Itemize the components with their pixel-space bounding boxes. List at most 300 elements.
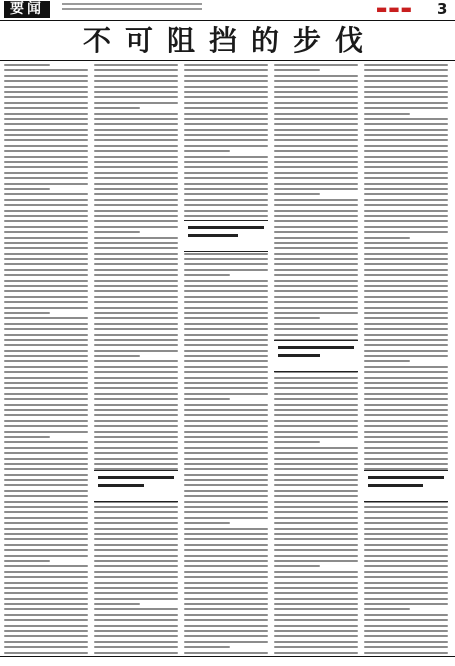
text-line-placeholder [274, 215, 358, 217]
text-line-placeholder [364, 404, 448, 406]
text-line-placeholder [364, 172, 448, 174]
text-line-placeholder [4, 344, 88, 346]
text-line-placeholder [184, 263, 268, 265]
text-line-placeholder [184, 280, 268, 282]
text-line-placeholder [4, 608, 88, 610]
text-line-placeholder [364, 102, 448, 104]
text-line-placeholder [274, 490, 358, 492]
text-line-placeholder [4, 382, 88, 384]
text-line-placeholder [4, 215, 88, 217]
text-line-placeholder [4, 334, 88, 336]
page-masthead [0, 0, 455, 21]
text-line-placeholder [184, 156, 268, 158]
text-line-placeholder [94, 323, 178, 325]
text-line-placeholder [94, 436, 178, 438]
text-line-placeholder [364, 511, 448, 513]
text-line-placeholder [364, 215, 448, 217]
text-line-placeholder [94, 625, 178, 627]
text-line-placeholder [4, 204, 88, 206]
text-line-placeholder [94, 619, 178, 621]
text-line-placeholder [94, 603, 140, 605]
text-line-placeholder [274, 123, 358, 125]
text-line-placeholder [4, 129, 88, 131]
text-line-placeholder [274, 129, 358, 131]
text-line-placeholder [364, 630, 448, 632]
text-line-placeholder [4, 350, 88, 352]
text-line-placeholder [184, 544, 268, 546]
text-line-placeholder [274, 69, 320, 71]
text-line-placeholder [94, 210, 178, 212]
text-line-placeholder [364, 555, 448, 557]
text-line-placeholder [274, 436, 358, 438]
text-line-placeholder [364, 107, 448, 109]
text-line-placeholder [94, 328, 178, 330]
text-line-placeholder [94, 463, 178, 465]
text-line-placeholder [274, 404, 358, 406]
text-line-placeholder [184, 134, 268, 136]
text-line-placeholder [364, 452, 448, 454]
text-line-placeholder [184, 188, 268, 190]
text-line-placeholder [364, 603, 448, 605]
text-line-placeholder [94, 156, 178, 158]
text-line-placeholder [94, 360, 178, 362]
text-line-placeholder [274, 301, 358, 303]
text-line-placeholder [364, 533, 448, 535]
text-line-placeholder [94, 215, 178, 217]
text-line-placeholder [94, 253, 178, 255]
page-number: 3 [437, 0, 448, 18]
text-line-placeholder [364, 506, 448, 508]
subheading-block [94, 470, 178, 502]
text-line-placeholder [274, 592, 358, 594]
text-line-placeholder [274, 511, 358, 513]
text-line-placeholder [4, 474, 88, 476]
text-line-placeholder [364, 210, 448, 212]
text-line-placeholder [94, 145, 178, 147]
text-line-placeholder [94, 598, 178, 600]
text-line-placeholder [274, 263, 358, 265]
text-line-placeholder [364, 635, 448, 637]
text-line-placeholder [184, 258, 268, 260]
text-line-placeholder [274, 447, 358, 449]
text-line-placeholder [364, 177, 448, 179]
text-line-placeholder [184, 641, 268, 643]
text-line-placeholder [4, 150, 88, 152]
text-line-placeholder [184, 635, 268, 637]
text-line-placeholder [184, 210, 268, 212]
text-line-placeholder [184, 608, 268, 610]
text-line-placeholder [184, 533, 268, 535]
text-line-placeholder [184, 366, 268, 368]
text-line-placeholder [4, 296, 88, 298]
text-line-placeholder [364, 161, 448, 163]
text-line-placeholder [364, 156, 448, 158]
text-line-placeholder [274, 458, 358, 460]
text-line-placeholder [364, 323, 448, 325]
text-line-placeholder [364, 387, 448, 389]
text-line-placeholder [94, 555, 178, 557]
text-line-placeholder [94, 592, 178, 594]
text-line-placeholder [4, 123, 88, 125]
text-line-placeholder [184, 560, 268, 562]
text-line-placeholder [184, 328, 268, 330]
text-line-placeholder [4, 511, 88, 513]
text-line-placeholder [94, 64, 178, 66]
text-line-placeholder [364, 538, 448, 540]
text-line-placeholder [184, 91, 268, 93]
text-line-placeholder [4, 549, 88, 551]
text-line-placeholder [274, 398, 358, 400]
text-line-placeholder [364, 91, 448, 93]
text-line-placeholder [4, 431, 88, 433]
text-line-placeholder [94, 350, 178, 352]
text-line-placeholder [4, 425, 88, 427]
text-line-placeholder [4, 533, 88, 535]
text-line-placeholder [274, 630, 358, 632]
text-line-placeholder [4, 490, 88, 492]
text-line-placeholder [274, 269, 358, 271]
text-line-placeholder [364, 307, 448, 309]
text-line-placeholder [184, 652, 268, 654]
text-line-placeholder [364, 134, 448, 136]
text-line-placeholder [184, 377, 268, 379]
text-line-placeholder [4, 307, 88, 309]
text-line-placeholder [94, 549, 178, 551]
text-line-placeholder [184, 274, 230, 276]
text-line-placeholder [4, 436, 50, 438]
text-column-5 [364, 64, 448, 654]
text-line-placeholder [274, 183, 358, 185]
text-line-placeholder [4, 398, 88, 400]
text-line-placeholder [94, 231, 140, 233]
text-line-placeholder [4, 172, 88, 174]
text-line-placeholder [364, 393, 448, 395]
text-line-placeholder [364, 614, 448, 616]
text-line-placeholder [184, 177, 268, 179]
text-line-placeholder [4, 312, 50, 314]
text-line-placeholder [4, 274, 88, 276]
text-line-placeholder [364, 64, 448, 66]
text-line-placeholder [364, 441, 448, 443]
text-line-placeholder [4, 64, 50, 66]
text-line-placeholder [94, 193, 178, 195]
text-line-placeholder [184, 307, 268, 309]
text-line-placeholder [4, 587, 88, 589]
text-line-placeholder [364, 436, 448, 438]
text-line-placeholder [184, 619, 268, 621]
text-line-placeholder [364, 199, 448, 201]
text-line-placeholder [4, 188, 50, 190]
text-line-placeholder [184, 301, 268, 303]
text-line-placeholder [94, 172, 178, 174]
text-line-placeholder [4, 323, 88, 325]
text-line-placeholder [274, 495, 358, 497]
text-line-placeholder [364, 280, 448, 282]
text-line-placeholder [4, 75, 88, 77]
text-line-placeholder [94, 538, 178, 540]
text-line-placeholder [364, 598, 448, 600]
text-line-placeholder [364, 75, 448, 77]
text-line-placeholder [364, 560, 448, 562]
text-line-placeholder [4, 80, 88, 82]
text-line-placeholder [274, 247, 358, 249]
text-line-placeholder [94, 582, 178, 584]
text-line-placeholder [4, 571, 88, 573]
text-line-placeholder [274, 549, 358, 551]
text-line-placeholder [94, 226, 178, 228]
text-line-placeholder [4, 199, 88, 201]
text-line-placeholder [364, 150, 448, 152]
text-line-placeholder [4, 555, 88, 557]
text-line-placeholder [94, 199, 178, 201]
text-line-placeholder [274, 280, 358, 282]
text-line-placeholder [4, 377, 88, 379]
text-line-placeholder [274, 425, 358, 427]
text-line-placeholder [4, 183, 88, 185]
text-line-placeholder [274, 501, 358, 503]
text-line-placeholder [274, 463, 358, 465]
text-line-placeholder [94, 387, 178, 389]
text-line-placeholder [4, 166, 88, 168]
text-line-placeholder [184, 598, 268, 600]
text-line-placeholder [274, 420, 358, 422]
article-headline: 不可阻挡的步伐 [82, 24, 377, 57]
text-line-placeholder [274, 285, 358, 287]
text-line-placeholder [94, 565, 178, 567]
text-line-placeholder [4, 280, 88, 282]
text-line-placeholder [184, 603, 268, 605]
text-line-placeholder [184, 484, 268, 486]
text-line-placeholder [184, 80, 268, 82]
text-line-placeholder [364, 344, 448, 346]
text-line-placeholder [94, 269, 178, 271]
text-line-placeholder [364, 517, 448, 519]
text-line-placeholder [184, 431, 268, 433]
text-line-placeholder [94, 414, 178, 416]
text-line-placeholder [274, 220, 358, 222]
text-line-placeholder [4, 366, 88, 368]
text-line-placeholder [94, 630, 178, 632]
text-line-placeholder [4, 269, 88, 271]
text-line-placeholder [184, 334, 268, 336]
text-line-placeholder [274, 414, 358, 416]
text-line-placeholder [274, 334, 358, 336]
text-line-placeholder [364, 312, 448, 314]
text-line-placeholder [4, 452, 88, 454]
text-line-placeholder [364, 253, 448, 255]
text-line-placeholder [364, 118, 448, 120]
text-line-placeholder [4, 495, 88, 497]
text-line-placeholder [184, 107, 268, 109]
text-line-placeholder [94, 166, 178, 168]
text-line-placeholder [274, 80, 358, 82]
newspaper-logo-icon: ▬▬▬ [376, 2, 414, 16]
text-line-placeholder [94, 409, 178, 411]
text-line-placeholder [4, 301, 88, 303]
text-line-placeholder [274, 474, 358, 476]
text-line-placeholder [274, 608, 358, 610]
text-line-placeholder [364, 458, 448, 460]
text-line-placeholder [184, 625, 268, 627]
text-line-placeholder [184, 458, 268, 460]
text-line-placeholder [94, 285, 178, 287]
text-line-placeholder [184, 317, 268, 319]
text-line-placeholder [274, 479, 358, 481]
text-line-placeholder [274, 274, 358, 276]
text-line-placeholder [94, 544, 178, 546]
text-line-placeholder [94, 123, 178, 125]
text-line-placeholder [4, 237, 88, 239]
text-line-placeholder [184, 150, 230, 152]
text-line-placeholder [364, 129, 448, 131]
text-line-placeholder [364, 226, 448, 228]
text-line-placeholder [184, 538, 268, 540]
text-line-placeholder [364, 549, 448, 551]
text-line-placeholder [184, 528, 268, 530]
text-line-placeholder [184, 555, 268, 557]
text-line-placeholder [184, 183, 268, 185]
text-line-placeholder [94, 635, 178, 637]
text-line-placeholder [184, 199, 268, 201]
text-line-placeholder [4, 441, 88, 443]
text-line-placeholder [4, 603, 88, 605]
text-line-placeholder [364, 145, 448, 147]
text-line-placeholder [184, 350, 268, 352]
text-line-placeholder [4, 371, 88, 373]
text-line-placeholder [94, 129, 178, 131]
section-label: 要闻 [4, 1, 50, 18]
text-line-placeholder [274, 598, 358, 600]
text-line-placeholder [364, 258, 448, 260]
text-line-placeholder [94, 183, 178, 185]
text-line-placeholder [364, 565, 448, 567]
text-line-placeholder [274, 242, 358, 244]
text-line-placeholder [274, 533, 358, 535]
text-line-placeholder [4, 576, 88, 578]
text-line-placeholder [184, 166, 268, 168]
text-line-placeholder [4, 479, 88, 481]
text-line-placeholder [364, 463, 448, 465]
text-line-placeholder [4, 538, 88, 540]
text-line-placeholder [274, 522, 358, 524]
text-line-placeholder [94, 571, 178, 573]
text-line-placeholder [184, 571, 268, 573]
text-line-placeholder [364, 377, 448, 379]
text-line-placeholder [184, 420, 268, 422]
text-line-placeholder [94, 242, 178, 244]
text-line-placeholder [184, 290, 268, 292]
text-line-placeholder [184, 253, 268, 255]
text-line-placeholder [274, 253, 358, 255]
text-line-placeholder [4, 118, 88, 120]
text-line-placeholder [4, 339, 88, 341]
text-line-placeholder [4, 253, 88, 255]
text-line-placeholder [184, 614, 268, 616]
text-line-placeholder [274, 565, 320, 567]
text-line-placeholder [364, 86, 448, 88]
text-line-placeholder [4, 220, 88, 222]
text-line-placeholder [94, 506, 178, 508]
text-line-placeholder [184, 474, 268, 476]
text-line-placeholder [364, 371, 448, 373]
text-line-placeholder [364, 447, 448, 449]
text-line-placeholder [4, 69, 88, 71]
text-line-placeholder [4, 134, 88, 136]
text-line-placeholder [4, 468, 88, 470]
text-line-placeholder [184, 630, 268, 632]
text-line-placeholder [94, 366, 178, 368]
text-line-placeholder [184, 69, 268, 71]
text-line-placeholder [94, 576, 178, 578]
text-line-placeholder [94, 339, 178, 341]
text-line-placeholder [274, 646, 358, 648]
text-line-placeholder [4, 630, 88, 632]
text-line-placeholder [364, 420, 448, 422]
text-line-placeholder [94, 560, 178, 562]
text-line-placeholder [184, 522, 230, 524]
text-line-placeholder [184, 360, 268, 362]
text-line-placeholder [274, 452, 358, 454]
text-line-placeholder [274, 409, 358, 411]
text-line-placeholder [94, 139, 178, 141]
text-line-placeholder [274, 64, 358, 66]
text-line-placeholder [184, 441, 268, 443]
text-line-placeholder [274, 96, 358, 98]
text-line-placeholder [274, 625, 358, 627]
text-line-placeholder [364, 398, 448, 400]
text-line-placeholder [94, 91, 178, 93]
text-line-placeholder [184, 511, 268, 513]
text-line-placeholder [4, 107, 88, 109]
text-line-placeholder [274, 231, 358, 233]
text-line-placeholder [364, 414, 448, 416]
text-line-placeholder [184, 204, 268, 206]
text-line-placeholder [4, 635, 88, 637]
text-line-placeholder [364, 242, 448, 244]
text-line-placeholder [364, 350, 448, 352]
text-line-placeholder [184, 409, 268, 411]
text-line-placeholder [94, 113, 178, 115]
text-line-placeholder [364, 263, 448, 265]
text-line-placeholder [184, 517, 268, 519]
text-line-placeholder [4, 393, 88, 395]
text-line-placeholder [4, 156, 88, 158]
text-line-placeholder [274, 603, 358, 605]
text-line-placeholder [184, 387, 268, 389]
text-line-placeholder [4, 290, 88, 292]
text-line-placeholder [184, 587, 268, 589]
text-line-placeholder [364, 231, 448, 233]
text-line-placeholder [94, 312, 178, 314]
text-line-placeholder [94, 404, 178, 406]
text-line-placeholder [364, 409, 448, 411]
text-line-placeholder [274, 296, 358, 298]
text-line-placeholder [274, 139, 358, 141]
text-line-placeholder [274, 393, 358, 395]
text-line-placeholder [4, 328, 88, 330]
text-line-placeholder [274, 587, 358, 589]
text-line-placeholder [4, 242, 88, 244]
text-line-placeholder [94, 80, 178, 82]
text-line-placeholder [4, 420, 88, 422]
text-line-placeholder [364, 166, 448, 168]
text-line-placeholder [4, 231, 88, 233]
text-line-placeholder [4, 317, 88, 319]
text-line-placeholder [184, 565, 268, 567]
text-line-placeholder [364, 641, 448, 643]
text-line-placeholder [4, 592, 88, 594]
text-line-placeholder [184, 506, 268, 508]
